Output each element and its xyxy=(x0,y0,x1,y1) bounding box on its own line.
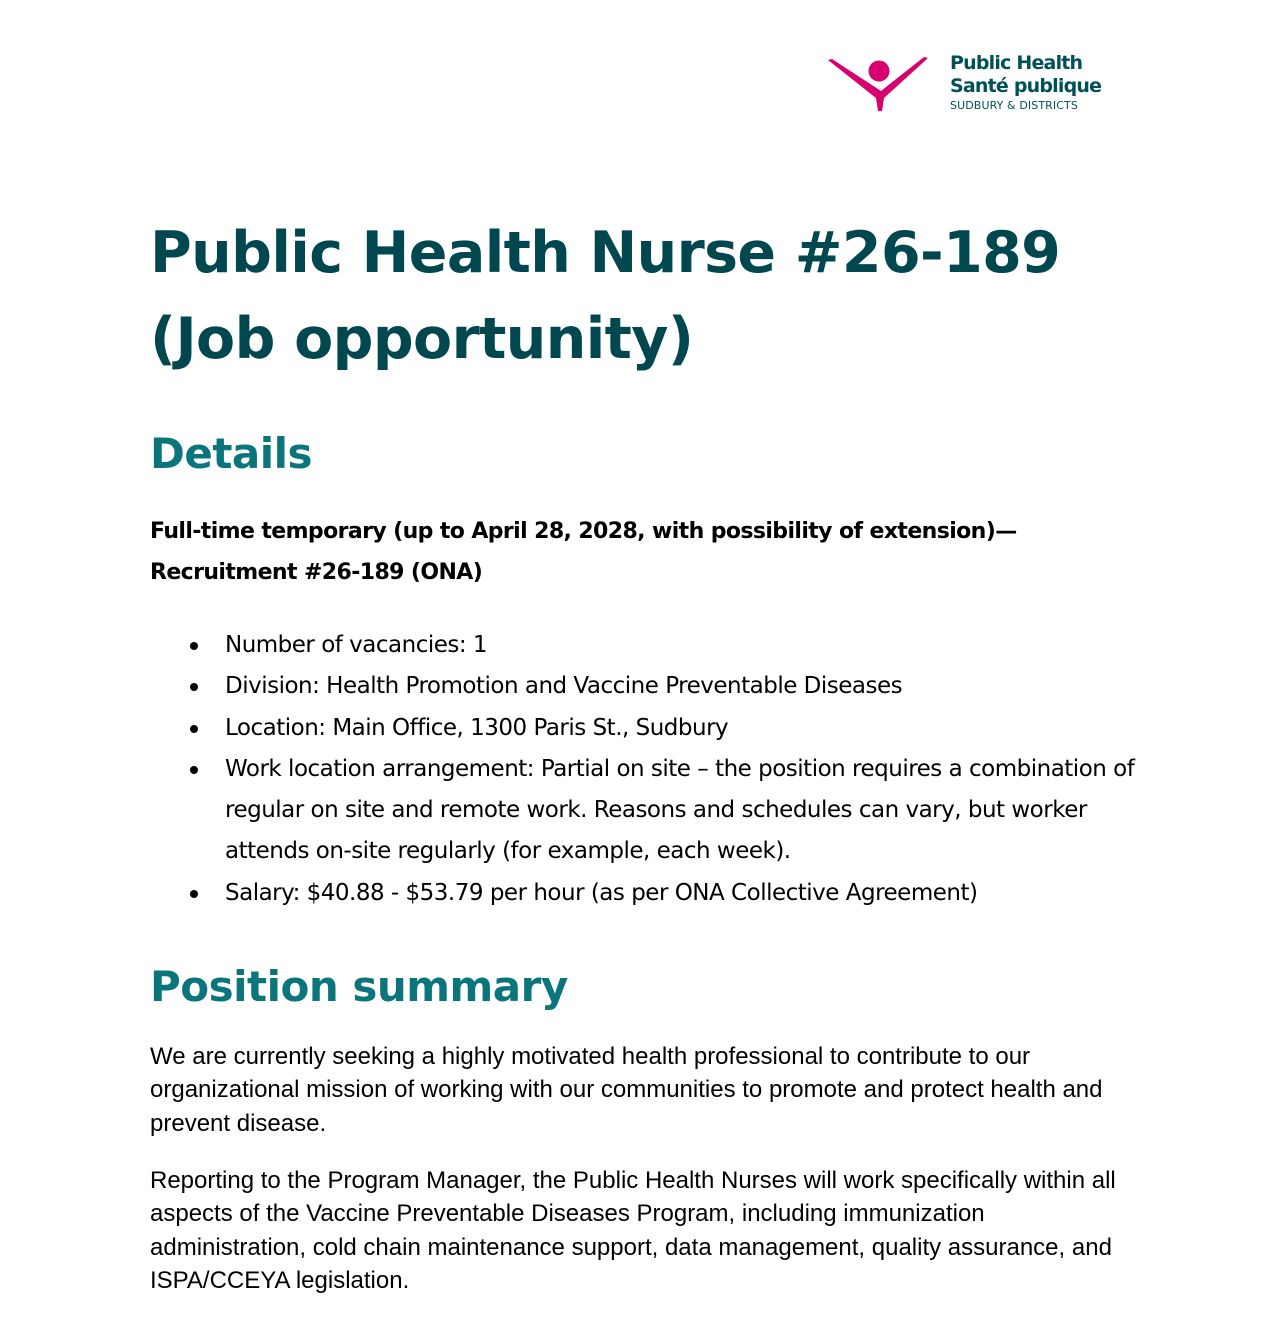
list-item-text: Work location arrangement: Partial on site – the position requires a combination of regular on site and remote work. Reasons and schedules can vary, but worker attends on-site regularly (for example, each week). xyxy=(225,755,1135,865)
bullet-icon xyxy=(190,766,198,774)
page-title-line2: (Job opportunity) xyxy=(150,306,694,372)
details-list xyxy=(150,625,1140,914)
bullet-icon xyxy=(190,683,198,691)
logo-name-english: Public Health xyxy=(950,52,1083,74)
logo-wordmark xyxy=(950,52,1101,114)
organization-logo xyxy=(826,52,1101,116)
page-title xyxy=(150,210,1150,382)
list-item-text: Number of vacancies: 1 xyxy=(225,632,488,658)
list-item-vacancies xyxy=(150,625,1140,666)
page-title-line1: Public Health Nurse #26-189 xyxy=(150,220,1061,286)
bullet-icon xyxy=(190,890,198,898)
bullet-icon xyxy=(190,642,198,650)
list-item-location xyxy=(150,708,1140,749)
employment-type-line1: Full-time temporary (up to April 28, 2028, with possibility of extension)— xyxy=(150,519,1017,544)
recruitment-number: Recruitment #26-189 (ONA) xyxy=(150,560,483,585)
person-figure-logo-icon xyxy=(826,54,930,114)
logo-region: SUDBURY & DISTRICTS xyxy=(950,99,1078,112)
list-item-division xyxy=(150,666,1140,707)
list-item-salary xyxy=(150,873,1140,914)
position-summary-heading: Position summary xyxy=(150,962,568,1011)
list-item-text: Location: Main Office, 1300 Paris St., Sudbury xyxy=(225,714,729,741)
list-item-text: Salary: $40.88 - $53.79 per hour (as per ONA Collective Agreement) xyxy=(225,879,978,906)
list-item-work-arrangement xyxy=(150,749,1140,873)
summary-paragraph-mission: We are currently seeking a highly motivated health professional to contribute to our organizational mission of working with our communities to promote and protect health and prevent disease. xyxy=(150,1043,1103,1137)
summary-paragraph-reporting: Reporting to the Program Manager, the Public Health Nurses will work specifically within all aspects of the Vaccine Preventable Diseases Program, including immunization administration, cold chain maintenance support, data management, quality assurance, and ISPA/CCEYA legislation. xyxy=(150,1167,1116,1294)
employment-type xyxy=(150,511,1150,593)
details-heading: Details xyxy=(150,429,313,478)
logo-name-french: Santé publique xyxy=(950,75,1102,97)
list-item-text: Division: Health Promotion and Vaccine Preventable Diseases xyxy=(225,673,903,700)
bullet-icon xyxy=(190,725,198,733)
